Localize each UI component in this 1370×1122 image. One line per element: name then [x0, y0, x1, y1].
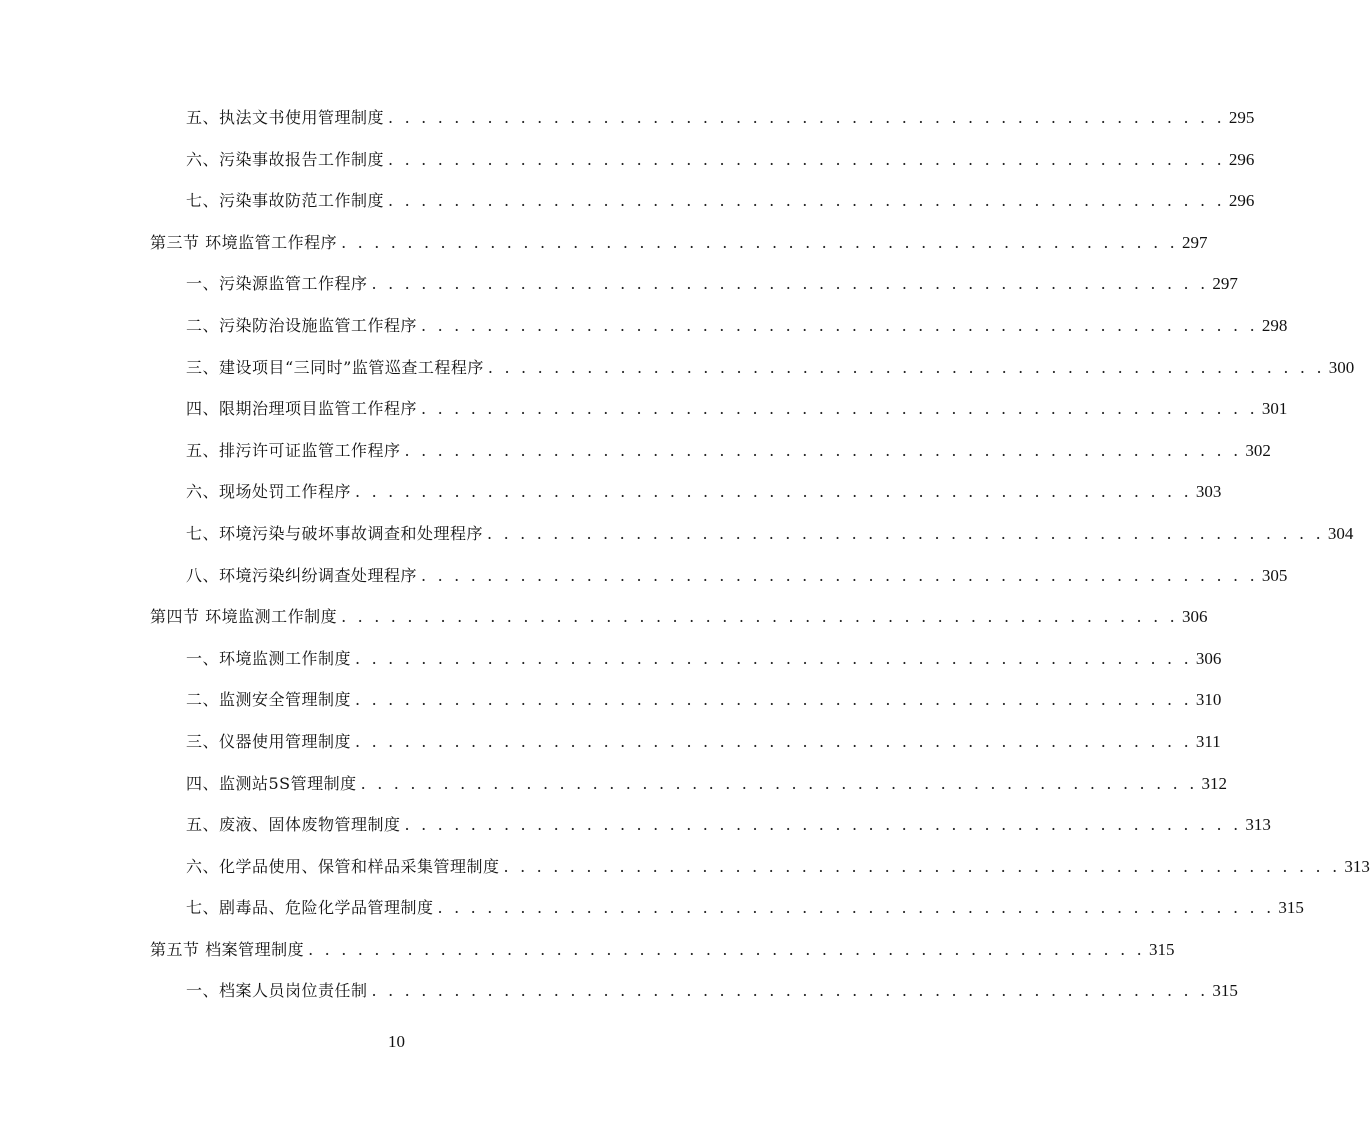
toc-item-entry[interactable] — [150, 763, 1228, 805]
toc-entry-page-number: 297 — [1181, 232, 1208, 252]
toc-entry-page-number: 305 — [1261, 565, 1288, 585]
toc-dot-leader: . . . . . . . . . . . . . . . . . . . . . . . . . . . . . . . . . . . . . . . . . . . . . . . . . . . — [355, 731, 1192, 751]
toc-dot-leader: . . . . . . . . . . . . . . . . . . . . . . . . . . . . . . . . . . . . . . . . . . . . . . . . . . . — [371, 981, 1209, 1001]
toc-entry-label: 第五节 档案管理制度 — [150, 939, 305, 959]
toc-item-entry[interactable] — [150, 97, 1255, 139]
toc-entry-page-number: 313 — [1245, 815, 1271, 835]
toc-entry-label: 第四节 环境监测工作制度 — [150, 607, 338, 627]
toc-entry-page-number: 313 — [1344, 856, 1370, 876]
toc-entry-page-number: 295 — [1228, 108, 1255, 127]
toc-item-entry[interactable] — [150, 139, 1255, 181]
toc-item-entry[interactable] — [150, 347, 1355, 389]
toc-dot-leader: . . . . . . . . . . . . . . . . . . . . . . . . . . . . . . . . . . . . . . . . . . . . . . . . . . . — [355, 482, 1192, 502]
toc-entry-page-number: 296 — [1228, 149, 1255, 169]
toc-dot-leader: . . . . . . . . . . . . . . . . . . . . . . . . . . . . . . . . . . . . . . . . . . . . . . . . . . . — [421, 399, 1258, 419]
toc-item-entry[interactable] — [150, 638, 1222, 680]
toc-entry-label: 二、监测安全管理制度 — [186, 690, 352, 710]
toc-entry-label: 三、仪器使用管理制度 — [186, 731, 352, 751]
toc-entry-label: 一、档案人员岗位责任制 — [186, 981, 368, 1001]
toc-item-entry[interactable] — [150, 180, 1255, 222]
toc-entry-page-number: 311 — [1195, 731, 1221, 751]
toc-item-entry[interactable] — [150, 513, 1354, 555]
toc-dot-leader: . . . . . . . . . . . . . . . . . . . . . . . . . . . . . . . . . . . . . . . . . . . . . . . . . . . — [421, 315, 1258, 335]
toc-dot-leader: . . . . . . . . . . . . . . . . . . . . . . . . . . . . . . . . . . . . . . . . . . . . . . . . . . . — [355, 648, 1192, 668]
toc-entry-page-number: 306 — [1181, 607, 1208, 627]
toc-item-entry[interactable] — [150, 887, 1304, 929]
toc-entry-label: 第三节 环境监管工作程序 — [150, 232, 338, 252]
toc-entry-page-number: 300 — [1328, 357, 1355, 377]
toc-item-entry[interactable] — [150, 970, 1238, 1012]
toc-section-entry[interactable] — [150, 929, 1175, 971]
toc-entry-page-number: 312 — [1201, 773, 1228, 793]
toc-item-entry[interactable] — [150, 679, 1222, 721]
toc-entry-label: 五、废液、固体废物管理制度 — [186, 815, 401, 835]
toc-item-entry[interactable] — [150, 388, 1288, 430]
toc-item-entry[interactable] — [150, 804, 1271, 846]
page-number: 10 — [388, 1032, 405, 1051]
toc-dot-leader: . . . . . . . . . . . . . . . . . . . . . . . . . . . . . . . . . . . . . . . . . . . . . . . . . . . — [355, 690, 1192, 710]
toc-dot-leader: . . . . . . . . . . . . . . . . . . . . . . . . . . . . . . . . . . . . . . . . . . . . . . . . . . . — [388, 191, 1225, 211]
toc-dot-leader: . . . . . . . . . . . . . . . . . . . . . . . . . . . . . . . . . . . . . . . . . . . . . . . . . . . — [341, 607, 1178, 627]
toc-entry-page-number: 296 — [1228, 191, 1255, 211]
toc-entry-label: 五、排污许可证监管工作程序 — [186, 440, 401, 460]
toc-entry-page-number: 315 — [1148, 939, 1175, 959]
toc-entry-label: 一、污染源监管工作程序 — [186, 274, 368, 294]
toc-entry-label: 六、现场处罚工作程序 — [186, 482, 352, 502]
toc-dot-leader: . . . . . . . . . . . . . . . . . . . . . . . . . . . . . . . . . . . . . . . . . . . . . . . . . . . — [388, 149, 1225, 169]
toc-entry-page-number: 304 — [1327, 523, 1354, 543]
toc-item-entry[interactable] — [150, 305, 1288, 347]
toc-entry-label: 八、环境污染纠纷调查处理程序 — [186, 565, 418, 585]
toc-item-entry[interactable] — [150, 555, 1288, 597]
toc-item-entry[interactable] — [150, 430, 1271, 472]
toc-dot-leader: . . . . . . . . . . . . . . . . . . . . . . . . . . . . . . . . . . . . . . . . . . . . . . . . . . . — [388, 108, 1225, 127]
toc-item-entry[interactable] — [150, 471, 1222, 513]
toc-entry-label: 四、限期治理项目监管工作程序 — [186, 399, 418, 419]
toc-item-entry[interactable] — [150, 721, 1221, 763]
toc-entry-label: 七、剧毒品、危险化学品管理制度 — [186, 898, 434, 918]
toc-entry-label: 七、环境污染与破坏事故调查和处理程序 — [186, 523, 484, 543]
toc-dot-leader: . . . . . . . . . . . . . . . . . . . . . . . . . . . . . . . . . . . . . . . . . . . . . . . . . . . — [404, 440, 1242, 460]
toc-entry-label: 二、污染防治设施监管工作程序 — [186, 315, 418, 335]
toc-entry-page-number: 297 — [1212, 274, 1238, 294]
toc-dot-leader: . . . . . . . . . . . . . . . . . . . . . . . . . . . . . . . . . . . . . . . . . . . . . . . . . . . — [421, 565, 1258, 585]
toc-entry-page-number: 303 — [1195, 482, 1222, 502]
toc-entry-label: 四、监测站5S管理制度 — [186, 773, 357, 793]
toc-section-entry[interactable] — [150, 596, 1208, 638]
toc-entry-page-number: 298 — [1261, 315, 1288, 335]
toc-item-entry[interactable] — [150, 263, 1238, 305]
toc-dot-leader: . . . . . . . . . . . . . . . . . . . . . . . . . . . . . . . . . . . . . . . . . . . . . . . . . . . — [360, 773, 1198, 793]
toc-entry-page-number: 302 — [1245, 440, 1271, 460]
toc-dot-leader: . . . . . . . . . . . . . . . . . . . . . . . . . . . . . . . . . . . . . . . . . . . . . . . . . . . — [404, 815, 1242, 835]
toc-item-entry[interactable] — [150, 846, 1370, 888]
toc-entry-page-number: 310 — [1195, 690, 1222, 710]
table-of-contents — [150, 97, 1370, 1012]
toc-dot-leader: . . . . . . . . . . . . . . . . . . . . . . . . . . . . . . . . . . . . . . . . . . . . . . . . . . . — [371, 274, 1209, 294]
toc-entry-label: 六、污染事故报告工作制度 — [186, 149, 385, 169]
toc-entry-label: 三、建设项目“三同时”监管巡查工程程序 — [186, 357, 484, 377]
toc-dot-leader: . . . . . . . . . . . . . . . . . . . . . . . . . . . . . . . . . . . . . . . . . . . . . . . . . . . — [308, 939, 1145, 959]
toc-dot-leader: . . . . . . . . . . . . . . . . . . . . . . . . . . . . . . . . . . . . . . . . . . . . . . . . . . . — [487, 523, 1324, 543]
toc-entry-page-number: 315 — [1278, 898, 1304, 918]
toc-entry-label: 五、执法文书使用管理制度 — [186, 108, 385, 127]
toc-dot-leader: . . . . . . . . . . . . . . . . . . . . . . . . . . . . . . . . . . . . . . . . . . . . . . . . . . . — [341, 232, 1178, 252]
toc-entry-label: 六、化学品使用、保管和样品采集管理制度 — [186, 856, 500, 876]
toc-section-entry[interactable] — [150, 222, 1208, 264]
toc-entry-label: 一、环境监测工作制度 — [186, 648, 352, 668]
toc-dot-leader: . . . . . . . . . . . . . . . . . . . . . . . . . . . . . . . . . . . . . . . . . . . . . . . . . . . — [487, 357, 1325, 377]
toc-entry-page-number: 301 — [1261, 399, 1288, 419]
toc-entry-page-number: 306 — [1195, 648, 1222, 668]
toc-entry-label: 七、污染事故防范工作制度 — [186, 191, 385, 211]
toc-entry-page-number: 315 — [1212, 981, 1238, 1001]
toc-dot-leader: . . . . . . . . . . . . . . . . . . . . . . . . . . . . . . . . . . . . . . . . . . . . . . . . . . . — [503, 856, 1341, 876]
toc-dot-leader: . . . . . . . . . . . . . . . . . . . . . . . . . . . . . . . . . . . . . . . . . . . . . . . . . . . — [437, 898, 1275, 918]
